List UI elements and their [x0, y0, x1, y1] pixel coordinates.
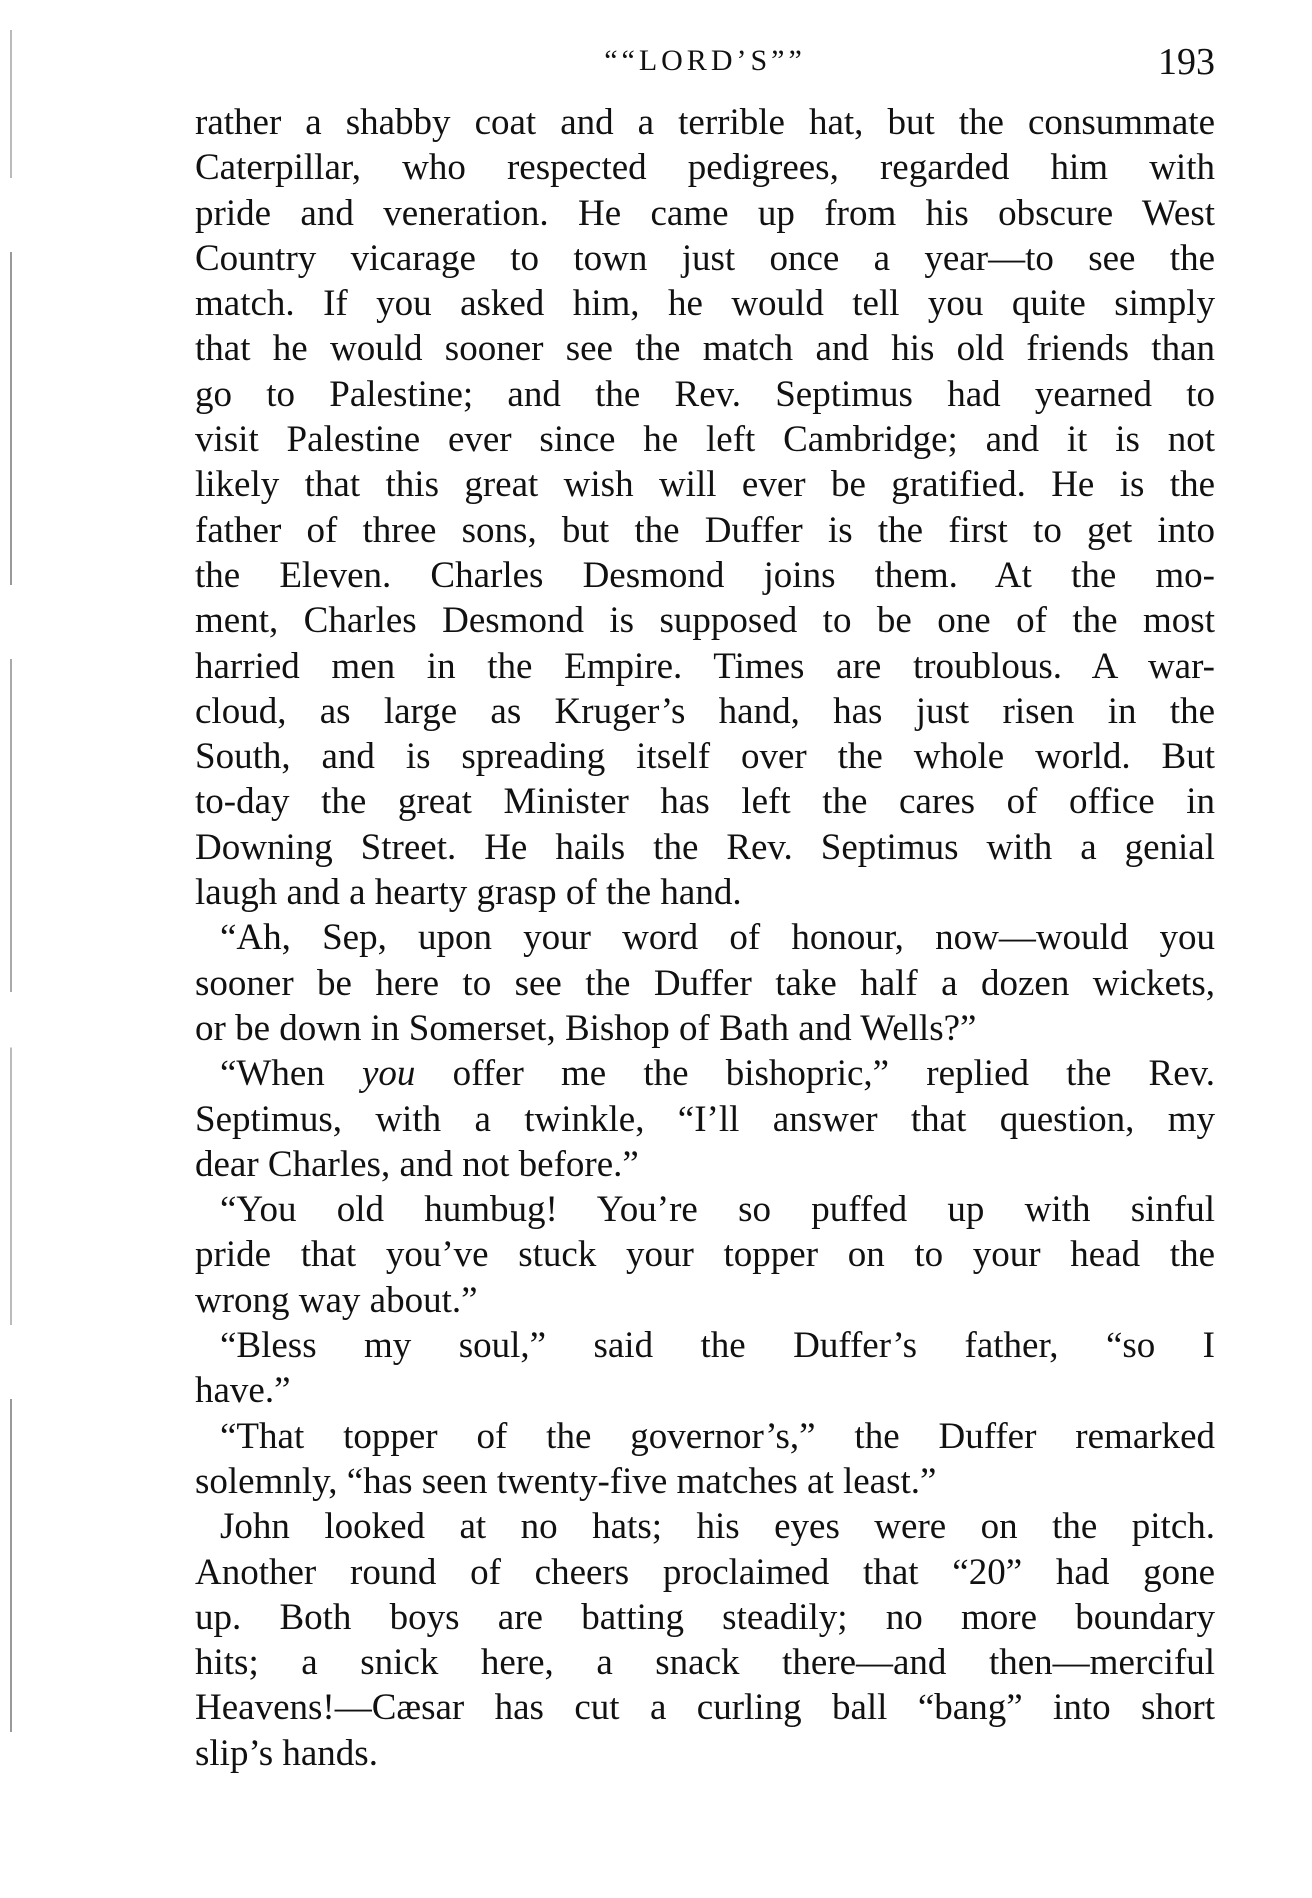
text-line: father of three sons, but the Duffer is the first to get into — [195, 509, 1215, 551]
text-line: “Ah, Sep, upon your word of honour, now—would you — [220, 917, 1215, 959]
text-line: sooner be here to see the Duffer take half a dozen wickets, — [195, 962, 1215, 1004]
text-line: cloud, as large as Kruger’s hand, has just risen in the — [195, 690, 1215, 732]
text-line: dear Charles, and not before.” — [195, 1143, 639, 1185]
text-line: “You old humbug! You’re so puffed up with sinful — [220, 1189, 1215, 1231]
text-line: Another round of cheers proclaimed that “20” had gone — [195, 1551, 1215, 1593]
page-number: 193 — [1158, 41, 1215, 83]
text-line: slip’s hands. — [195, 1732, 378, 1774]
text-line: John looked at no hats; his eyes were on the pitch. — [220, 1506, 1215, 1548]
text-line: laugh and a hearty grasp of the hand. — [195, 872, 742, 914]
text-line: harried men in the Empire. Times are troublous. A war- — [195, 645, 1215, 687]
text-line: rather a shabby coat and a terrible hat, but the consummate — [195, 102, 1215, 143]
text-line: Septimus, with a twinkle, “I’ll answer that question, my — [195, 1098, 1215, 1140]
text-line: likely that this great wish will ever be gratified. He is the — [195, 464, 1215, 506]
text-line: Downing Street. He hails the Rev. Septimus with a genial — [195, 826, 1215, 868]
text-line: go to Palestine; and the Rev. Septimus had yearned to — [195, 373, 1215, 415]
text-line: the Eleven. Charles Desmond joins them. At the mo- — [195, 554, 1215, 596]
running-head — [195, 40, 1215, 90]
text-line: up. Both boys are batting steadily; no more boundary — [195, 1596, 1215, 1638]
text-line: match. If you asked him, he would tell you quite simply — [195, 283, 1215, 325]
text-line: ment, Charles Desmond is supposed to be one of the most — [195, 600, 1215, 642]
text-line: hits; a snick here, a snack there—and then—merciful — [195, 1642, 1215, 1684]
text-line: wrong way about.” — [195, 1279, 478, 1321]
text-line: Caterpillar, who respected pedigrees, regarded him with — [195, 147, 1215, 189]
text-line: pride that you’ve stuck your topper on to your head the — [195, 1234, 1215, 1276]
text-line: solemnly, “has seen twenty-five matches at least.” — [195, 1460, 937, 1502]
text-line: “Bless my soul,” said the Duffer’s father, “so I — [220, 1325, 1215, 1367]
text-line: Heavens!—Cæsar has cut a curling ball “bang” into short — [195, 1687, 1215, 1729]
text-line: “That topper of the governor’s,” the Duffer remarked — [220, 1415, 1215, 1457]
text-line: or be down in Somerset, Bishop of Bath and Wells?” — [195, 1007, 977, 1049]
text-line: visit Palestine ever since he left Cambridge; and it is not — [195, 419, 1215, 461]
text-line: to-day the great Minister has left the cares of office in — [195, 781, 1215, 823]
text-line: Country vicarage to town just once a year—to see the — [195, 237, 1215, 279]
text-line: “When you offer me the bishopric,” replied the Rev. — [220, 1053, 1215, 1095]
body-text — [195, 100, 1215, 1776]
running-title: ““LORD’S”” — [604, 44, 806, 77]
text-line: South, and is spreading itself over the whole world. But — [195, 736, 1215, 778]
scan-edge-shadow — [10, 30, 12, 1880]
text-line: that he would sooner see the match and his old friends than — [195, 328, 1215, 370]
text-line: have.” — [195, 1370, 291, 1412]
text-line: pride and veneration. He came up from his obscure West — [195, 192, 1215, 234]
